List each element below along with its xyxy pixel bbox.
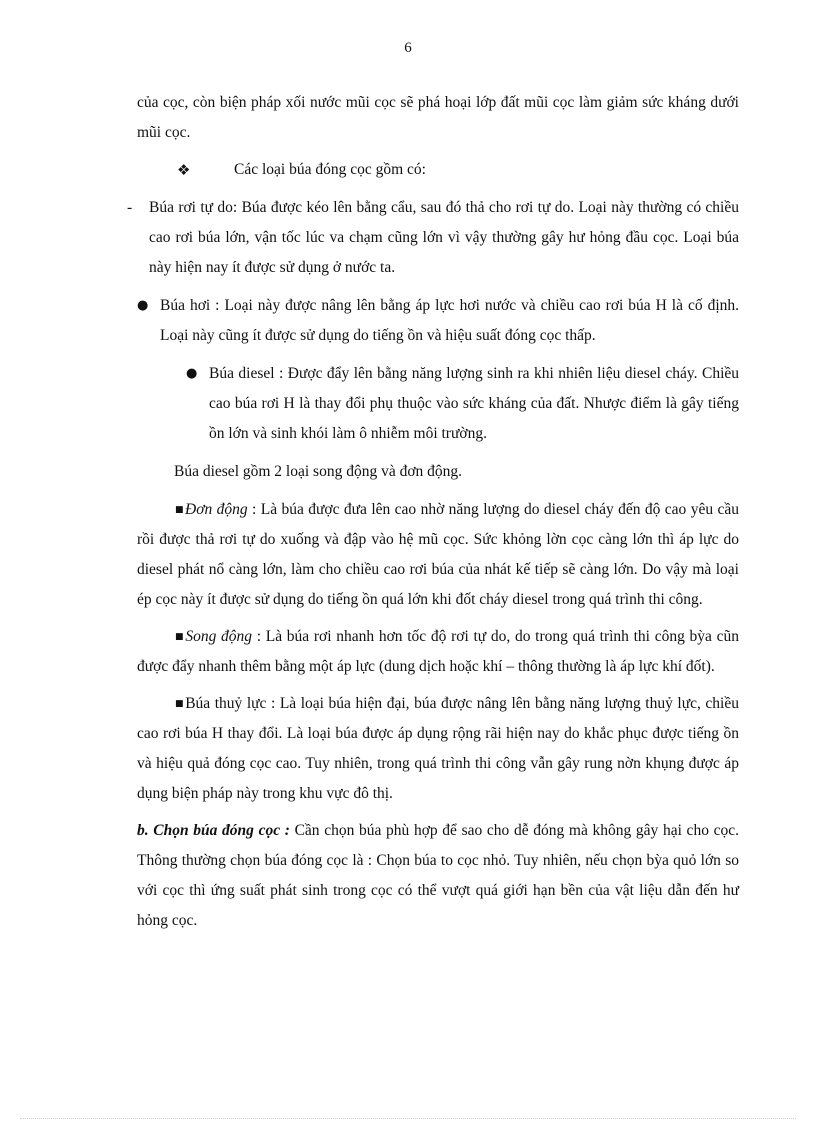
dash-bullet: - — [127, 199, 133, 216]
term-single-acting: Đơn động — [185, 501, 248, 518]
paragraph-text: Cần chọn búa phù hợp để sao cho dễ đóng mà không gây hại cho cọc. Thông thường chọn búa đóng cọc là : Chọn búa to cọc nhỏ. Tuy nhiên, nếu chọn bỳa quỏ lớn so với cọc thì ứng suất phát sinh trong cọc có thể vượt quá giới hạn bền của vật liệu dẫn đến hư hỏng cọc. — [137, 822, 739, 929]
paragraph-hydraulic-hammer — [137, 689, 739, 809]
paragraph-text: : Là búa được đưa lên cao nhờ năng lượng do diesel cháy đến độ cao yêu cầu rồi được thả rơi tự do xuống và đập vào hệ mũ cọc. Sức khỏng lờn cọc càng lớn thì áp lực do diesel phát nổ càng lớn, làm cho chiều cao rơi búa của nhát kế tiếp sẽ càng lớn. Do vậy mà loại ép cọc này ít được sử dụng do tiếng ồn quá lớn khi đốt cháy diesel trong quá trình thi công. — [137, 501, 739, 608]
paragraph-double-acting — [137, 622, 739, 682]
list-item-text: Búa hơi : Loại này được nâng lên bằng áp lực hơi nước và chiều cao rơi búa H là cố định. Loại này cũng ít được sử dụng do tiếng ồn và hiệu suất đóng cọc thấp. — [160, 297, 739, 344]
heading-text: Các loại búa đóng cọc gồm có: — [234, 161, 426, 178]
list-item-diesel-hammer — [186, 359, 739, 449]
list-item-text: Búa diesel : Được đẩy lên bằng năng lượng sinh ra khi nhiên liệu diesel cháy. Chiều cao búa rơi H là thay đổi phụ thuộc vào sức kháng của đất. Nhược điểm là gây tiếng ồn lớn và sinh khói làm ô nhiễm môi trường. — [209, 365, 739, 442]
dot-bullet-icon: ● — [137, 298, 149, 313]
paragraph-text: : Là búa rơi nhanh hơn tốc độ rơi tự do, do trong quá trình thi công bỳa cũn được đẩy nhanh thêm bằng một áp lực (dung dịch hoặc khí – thông thường là áp lực khí đốt). — [137, 628, 739, 675]
page-bottom-divider — [20, 1118, 796, 1119]
square-bullet-icon: ■ — [175, 699, 185, 709]
list-item-free-fall-hammer — [127, 193, 739, 283]
list-item-text: Búa rơi tự do: Búa được kéo lên bằng cẩu, sau đó thả cho rơi tự do. Loại này thường có chiều cao rơi búa lớn, vận tốc lúc va chạm cũng lớn vì vậy thường gây hư hỏng đầu cọc. Loại búa này hiện nay ít được sử dụng ở nước ta. — [149, 199, 739, 276]
term-double-acting: Song động — [185, 628, 253, 645]
paragraph-single-acting — [137, 495, 739, 615]
list-item-steam-hammer — [137, 291, 739, 351]
square-bullet-icon: ■ — [175, 632, 185, 642]
hammer-types-heading — [137, 155, 739, 185]
page-body — [127, 88, 739, 936]
page-number: 6 — [404, 40, 412, 56]
diesel-types-sentence: Búa diesel gồm 2 loại song động và đơn động. — [174, 463, 463, 480]
section-b-paragraph — [137, 816, 739, 936]
diamond-bullet-icon: ❖ — [177, 161, 191, 179]
square-bullet-icon: ■ — [175, 505, 185, 515]
dot-bullet-icon: ● — [186, 366, 198, 381]
paragraph-text: Búa thuỷ lực : Là loại búa hiện đại, búa được nâng lên bằng năng lượng thuỷ lực, chiều cao rơi búa H thay đổi. Là loại búa được áp dụng rộng rãi hiện nay do khắc phục được tiếng ồn và hiệu quả đóng cọc cao. Tuy nhiên, trong quá trình thi công vẫn gây rung nờn khụng được áp dụng biện pháp này trong khu vực đô thị. — [137, 695, 739, 802]
paragraph-continuation: của cọc, còn biện pháp xối nước mũi cọc sẽ phá hoại lớp đất mũi cọc làm giảm sức kháng dưới mũi cọc. — [137, 94, 739, 141]
section-b-heading: b. Chọn búa đóng cọc : — [137, 822, 290, 839]
